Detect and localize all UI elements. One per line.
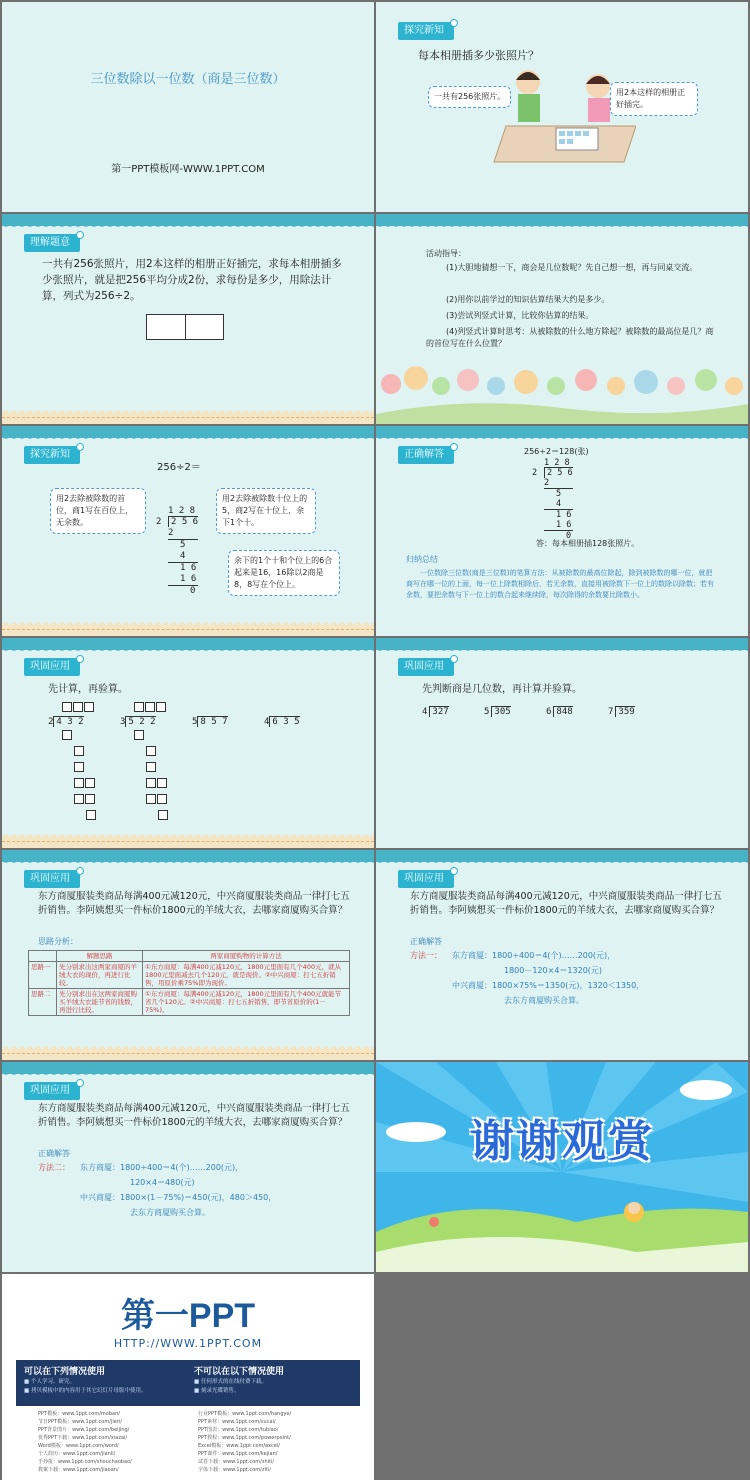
method-label: 方法二： <box>38 1163 70 1172</box>
slide-understand <box>2 214 374 424</box>
solution-line: 去东方商厦购买合算。 <box>504 996 584 1005</box>
section-tag: 巩固应用 <box>24 1082 80 1100</box>
explain-bubble-tens: 用2去除被除数十位上的5，商2写在十位上，余下1个十。 <box>216 488 316 534</box>
answer: 答：每本相册插128张照片。 <box>536 539 640 548</box>
link[interactable]: PPT背景图片：www.1ppt.com/beijing/ <box>38 1427 130 1433</box>
link[interactable]: 试卷下载：www.1ppt.com/shiti/ <box>198 1459 275 1465</box>
site-footer: 第一PPT模板网-WWW.1PPT.COM <box>111 164 265 175</box>
link[interactable]: 教案下载：www.1ppt.com/jiaoan/ <box>38 1467 119 1473</box>
solution-line: 去东方商厦购买合算。 <box>130 1208 210 1217</box>
answer-box <box>146 314 224 340</box>
section-tag: 巩固应用 <box>24 658 80 676</box>
brand-url: HTTP://WWW.1PPT.COM <box>113 1337 263 1350</box>
slide-solution-2 <box>2 1062 374 1272</box>
activity-heading: 活动指导： <box>426 249 466 258</box>
label: 正确解答 <box>410 937 442 946</box>
solution-line: 东方商厦：1800÷400＝4(个)……200(元)， <box>452 951 616 960</box>
problem: 5 305 <box>484 707 511 717</box>
dividend: 2 5 6 <box>168 516 198 527</box>
equation: 256÷2＝ <box>157 462 201 473</box>
slide-title <box>2 2 374 212</box>
slide-solution-1 <box>376 850 748 1060</box>
page-title: 三位数除以一位数（商是三位数） <box>90 72 286 87</box>
section-tag: 理解题意 <box>24 234 80 252</box>
link[interactable]: 个人简历：www.1ppt.com/jianli/ <box>38 1451 116 1457</box>
brand-logo: 第一PPT <box>120 1297 256 1335</box>
link[interactable]: PPT教程：www.1ppt.com/powerpoint/ <box>198 1435 291 1441</box>
trees-illustration <box>376 364 748 424</box>
slide-practice-1 <box>2 638 374 848</box>
divisor: 2 <box>156 517 162 527</box>
slide-activity <box>376 214 748 424</box>
analysis-title: 思路分析： <box>38 937 78 946</box>
slide-explore-2 <box>2 426 374 636</box>
link[interactable]: 手抄报：www.1ppt.com/shouchaobao/ <box>38 1459 132 1465</box>
problem: 4 327 <box>422 707 449 717</box>
link[interactable]: Excel模板：www.1ppt.com/excel/ <box>198 1443 280 1449</box>
explain-bubble-hundreds: 用2去除被除数的首位，商1写在百位上，无余数。 <box>50 488 146 534</box>
question: 每本相册插多少张照片？ <box>418 49 539 62</box>
quotient: 1 2 8 <box>168 506 196 516</box>
speech-bubble-right: 用2本这样的相册正好插完。 <box>610 82 698 116</box>
solution-line: 中兴商厦：1800×75%＝1350(元)，1320＜1350， <box>452 981 645 990</box>
link[interactable]: Word模板：www.1ppt.com/word/ <box>38 1443 119 1449</box>
section-tag: 正确解答 <box>398 446 454 464</box>
method-label: 方法一： <box>410 951 442 960</box>
activity-item: (3)尝试列竖式计算，比较你估算的结果。 <box>446 311 594 320</box>
link[interactable]: 优秀PPT下载：www.1ppt.com/xiazai/ <box>38 1435 128 1441</box>
solution-line: 1800－120×4＝1320(元) <box>504 966 603 975</box>
links-right <box>198 1410 291 1474</box>
section-tag: 巩固应用 <box>398 870 454 888</box>
speech-bubble-left: 一共有256张照片。 <box>428 86 511 108</box>
link[interactable]: PPT图表：www.1ppt.com/tubiao/ <box>198 1427 279 1433</box>
problem: 4 6 3 5 <box>264 717 300 727</box>
problem: 7 359 <box>608 707 635 717</box>
long-division: 1 2 8 2 2 5 6 2 5 4 1 6 1 6 0 <box>532 458 573 541</box>
slide-practice-2 <box>376 638 748 848</box>
slide-explore-1 <box>376 2 748 212</box>
problem-text: 东方商厦服装类商品每满400元减120元，中兴商厦服装类商品一律打七五折销售。李阿姨想买一件标价1800元的羊绒大衣，去哪家商厦购买合算？ <box>410 891 722 916</box>
instruction: 先判断商是几位数，再计算并验算。 <box>422 684 582 695</box>
explain-bubble-ones: 余下的1个十和个位上的6合起来是16，16除以2商是8，8写在个位上。 <box>228 550 340 596</box>
section-tag: 巩固应用 <box>398 658 454 676</box>
slide-practice-3 <box>2 850 374 1060</box>
slide-correct-answer <box>376 426 748 636</box>
problem: 6 848 <box>546 707 573 717</box>
activity-item: (2)用你以前学过的知识估算结果大约是多少。 <box>446 295 610 304</box>
links-left <box>38 1410 132 1474</box>
activity-item: (4)列竖式计算时思考：从被除数的什么地方除起？被除数的最高位是几？商的首位写在什么位置？ <box>426 327 714 348</box>
link[interactable]: 字体下载：www.1ppt.com/ziti/ <box>198 1467 271 1473</box>
problem: 2 4 3 2 <box>48 702 97 826</box>
link[interactable]: PPT素材：www.1ppt.com/sucai/ <box>198 1419 276 1425</box>
instruction: 先计算，再验算。 <box>48 684 128 695</box>
problem-text: 东方商厦服装类商品每满400元减120元，中兴商厦服装类商品一律打七五折销售。李阿姨想买一件标价1800元的羊绒大衣，去哪家商厦购买合算？ <box>38 891 350 916</box>
link[interactable]: 节日PPT模板：www.1ppt.com/jieri/ <box>38 1419 122 1425</box>
solution-line: 中兴商厦：1800×(1－75%)＝450(元)，480＞450， <box>80 1193 277 1202</box>
analysis-table: 解题思路 两家商厦购物的计算方法 思路一 先分别求出这两家商厦的羊绒大衣的现价，再进行比较。 ①东方商厦：每满400元减120元，1800元里面有几个400元，就从1800元里面减去几个120元，就是现价。②中兴商厦：打七五折销售，用原价乘75%即为现价。 思路二 先分别求出在这两家商厦购买羊绒大衣能节省的钱数，再进行比较。 ①东方商厦：每满400元减120元，1800元里面有几个400元就能节省几个120元。②中兴商厦：打七五折销售，即节省原价的(1－75%)。 <box>28 950 350 1016</box>
slide-thanks <box>376 1062 748 1272</box>
problem-text: 一共有256张照片，用2本这样的相册正好插完，求每本相册插多少张照片，就是把256平均分成2份，求每份是多少，用除法计算，列式为256÷2。 <box>42 258 342 302</box>
summary-text: 一位数除三位数(商是三位数)的笔算方法：从被除数的最高位除起，除到被除数的哪一位，就把商写在哪一位的上面，每一位上除数相除后，若无余数，直接用被除数下一位上的数除以除数；若有余数，要把余数与下一位上的数合起来继续除，每次除得的余数要比除数小。 <box>406 569 714 599</box>
link[interactable]: PPT课件：www.1ppt.com/kejian/ <box>198 1451 278 1457</box>
license-panel: 可以在下列情况使用 ■ 个人学习、研究。 ■ 拷贝模板中的内容用于其它幻灯片母版中使用。 不可以在以下情况使用 ■ 任何形式的在线付费下载。 ■ 刻录光碟销售。 <box>16 1360 360 1406</box>
section-tag: 探究新知 <box>398 22 454 40</box>
activity-item: (1)大胆地猜想一下，商会是几位数呢？先自己想一想，再与同桌交流。 <box>446 263 698 272</box>
problem: 5 8 5 7 <box>192 717 228 727</box>
summary-title: 归纳总结 <box>406 555 438 564</box>
link[interactable]: 行业PPT模板：www.1ppt.com/hangye/ <box>198 1411 292 1417</box>
long-division: 1 2 8 2 2 5 6 2 5 4 1 6 1 6 0 <box>156 506 199 596</box>
solution-line: 东方商厦：1800÷400＝4(个)……200(元)， <box>80 1163 244 1172</box>
problem-text: 东方商厦服装类商品每满400元减120元，中兴商厦服装类商品一律打七五折销售。李阿姨想买一件标价1800元的羊绒大衣，去哪家商厦购买合算？ <box>38 1103 350 1128</box>
equation: 256÷2＝128(张) <box>524 447 589 456</box>
solution-line: 120×4＝480(元) <box>130 1178 195 1187</box>
slide-license <box>2 1274 374 1480</box>
label: 正确解答 <box>38 1149 70 1158</box>
section-tag: 探究新知 <box>24 446 80 464</box>
section-tag: 巩固应用 <box>24 870 80 888</box>
thanks-title: 谢谢观赏 <box>470 1116 654 1167</box>
link[interactable]: PPT模板：www.1ppt.com/moban/ <box>38 1411 120 1417</box>
problem: 3 5 2 2 <box>120 702 169 826</box>
